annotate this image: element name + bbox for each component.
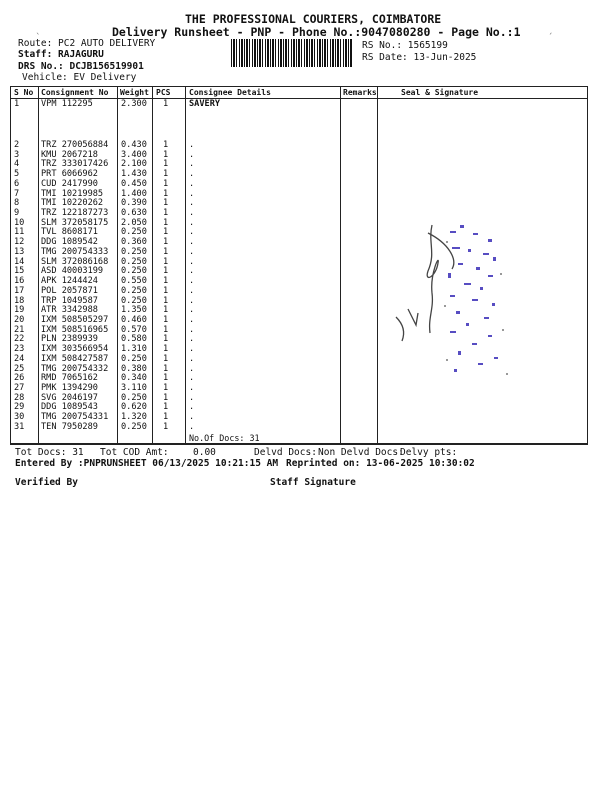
barcode-image bbox=[231, 39, 353, 67]
cell-details: . bbox=[189, 402, 195, 413]
total-cod-label: Tot COD Amt: bbox=[100, 447, 169, 458]
cell-cons: TMI 10220262 bbox=[41, 198, 104, 209]
cell-sno: 25 bbox=[14, 363, 25, 374]
cell-details: . bbox=[189, 295, 195, 306]
cell-details: . bbox=[189, 285, 195, 296]
cell-weight: 0.360 bbox=[121, 237, 147, 248]
cell-pcs: 1 bbox=[163, 208, 169, 219]
cell-pcs: 1 bbox=[163, 344, 169, 355]
cell-cons: VPM 112295 bbox=[41, 99, 93, 109]
cell-sno: 10 bbox=[14, 217, 25, 228]
cell-weight: 2.300 bbox=[121, 99, 147, 109]
cell-cons: POL 2057871 bbox=[41, 285, 98, 296]
cell-weight: 0.390 bbox=[121, 198, 147, 209]
cell-pcs: 1 bbox=[163, 295, 169, 306]
cell-pcs: 1 bbox=[163, 353, 169, 364]
delivered-docs: Delvd Docs: bbox=[254, 447, 317, 458]
cell-pcs: 1 bbox=[163, 334, 169, 345]
cell-details: . bbox=[189, 392, 195, 403]
rs-number: RS No.: 1565199 bbox=[362, 40, 448, 51]
cell-weight: 0.460 bbox=[121, 314, 147, 325]
cell-weight: 0.250 bbox=[121, 392, 147, 403]
cell-cons: KMU 2067218 bbox=[41, 149, 98, 160]
cell-weight: 2.050 bbox=[121, 217, 147, 228]
signature-and-stamp bbox=[388, 213, 518, 383]
cell-weight: 0.250 bbox=[121, 227, 147, 238]
cell-sno: 7 bbox=[14, 188, 20, 199]
cell-cons: IXM 508516965 bbox=[41, 324, 109, 335]
cell-cons: CUD 2417990 bbox=[41, 178, 98, 189]
cell-pcs: 1 bbox=[163, 140, 169, 150]
cell-pcs: 1 bbox=[163, 373, 169, 384]
cell-sno: 13 bbox=[14, 246, 25, 257]
cell-sno: 12 bbox=[14, 237, 25, 248]
cell-weight: 0.450 bbox=[121, 178, 147, 189]
delivery-points: Delvy pts: bbox=[400, 447, 458, 458]
cell-sno: 17 bbox=[14, 285, 25, 296]
cell-cons: TVL 8608171 bbox=[41, 227, 98, 238]
cell-pcs: 1 bbox=[163, 324, 169, 335]
cell-weight: 0.250 bbox=[121, 256, 147, 267]
verified-by: Verified By bbox=[15, 477, 78, 488]
cell-pcs: 1 bbox=[163, 266, 169, 277]
entered-by: Entered By :PNPRUNSHEET 06/13/2025 10:21:15 AM bbox=[15, 458, 279, 469]
cell-cons: TRZ 333017426 bbox=[41, 159, 109, 170]
cell-sno: 16 bbox=[14, 276, 25, 287]
cell-cons: TRZ 270056884 bbox=[41, 140, 109, 150]
cell-pcs: 1 bbox=[163, 256, 169, 267]
cell-pcs: 1 bbox=[163, 227, 169, 238]
cell-weight: 0.250 bbox=[121, 295, 147, 306]
cell-details: . bbox=[189, 149, 195, 160]
cell-sno: 30 bbox=[14, 412, 25, 423]
cell-cons: IXM 303566954 bbox=[41, 344, 109, 355]
col-weight: Weight bbox=[120, 88, 149, 97]
cell-details: . bbox=[189, 246, 195, 257]
cell-cons: TMG 200754331 bbox=[41, 412, 109, 423]
col-pcs: PCS bbox=[156, 88, 171, 97]
cell-pcs: 1 bbox=[163, 392, 169, 403]
cell-cons: SLM 372086168 bbox=[41, 256, 109, 267]
drs-number: DRS No.: DCJB156519901 bbox=[18, 61, 144, 72]
cell-sno: 21 bbox=[14, 324, 25, 335]
cell-details: . bbox=[189, 373, 195, 384]
doc-count: No.Of Docs: 31 bbox=[189, 433, 260, 443]
col-consignment: Consignment No bbox=[41, 88, 109, 97]
cell-weight: 1.430 bbox=[121, 169, 147, 180]
cell-cons: PRT 6066962 bbox=[41, 169, 98, 180]
cell-cons: RMD 7065162 bbox=[41, 373, 98, 384]
cell-weight: 0.570 bbox=[121, 324, 147, 335]
cell-pcs: 1 bbox=[163, 237, 169, 248]
cell-details: . bbox=[189, 159, 195, 170]
cell-sno: 6 bbox=[14, 178, 20, 189]
cell-pcs: 1 bbox=[163, 421, 169, 432]
cell-cons: PLN 2389939 bbox=[41, 334, 98, 345]
runsheet-title: Delivery Runsheet - PNP - Phone No.:9047080280 - Page No.:1 bbox=[112, 25, 521, 39]
cell-cons: DDG 1089543 bbox=[41, 402, 98, 413]
cell-weight: 0.250 bbox=[121, 353, 147, 364]
cell-weight: 0.430 bbox=[121, 140, 147, 150]
cell-pcs: 1 bbox=[163, 246, 169, 257]
route-label: Route: PC2 AUTO DELIVERY bbox=[18, 38, 156, 49]
cell-weight: 1.400 bbox=[121, 188, 147, 199]
cell-weight: 0.340 bbox=[121, 373, 147, 384]
cell-pcs: 1 bbox=[163, 383, 169, 393]
cell-details: . bbox=[189, 169, 195, 180]
cell-details: . bbox=[189, 334, 195, 345]
cell-pcs: 1 bbox=[163, 314, 169, 325]
cell-weight: 1.310 bbox=[121, 344, 147, 355]
cell-cons: ASD 40003199 bbox=[41, 266, 104, 277]
cell-sno: 4 bbox=[14, 159, 20, 170]
cell-details: . bbox=[189, 305, 195, 316]
cell-cons: SLM 372058175 bbox=[41, 217, 109, 228]
cell-sno: 11 bbox=[14, 227, 25, 238]
cell-weight: 0.250 bbox=[121, 246, 147, 257]
cell-sno: 31 bbox=[14, 421, 25, 432]
cell-weight: 0.250 bbox=[121, 421, 147, 432]
col-sno: S No bbox=[14, 88, 34, 97]
cell-sno: 8 bbox=[14, 198, 20, 209]
cell-cons: TMG 200754333 bbox=[41, 246, 109, 257]
cell-weight: 2.100 bbox=[121, 159, 147, 170]
cell-cons: IXM 508427587 bbox=[41, 353, 109, 364]
vehicle-label: Vehicle: EV Delivery bbox=[22, 72, 137, 83]
cell-details: . bbox=[189, 198, 195, 209]
col-remarks: Remarks bbox=[343, 88, 377, 97]
cell-weight: 0.250 bbox=[121, 285, 147, 296]
cell-sno: 15 bbox=[14, 266, 25, 277]
cell-details: . bbox=[189, 314, 195, 325]
cell-sno: 24 bbox=[14, 353, 25, 364]
cell-details: . bbox=[189, 276, 195, 287]
cell-weight: 0.620 bbox=[121, 402, 147, 413]
cell-pcs: 1 bbox=[163, 402, 169, 413]
cell-details: . bbox=[189, 421, 195, 432]
cell-details: . bbox=[189, 237, 195, 248]
cell-details: . bbox=[189, 256, 195, 267]
cell-pcs: 1 bbox=[163, 178, 169, 189]
cell-sno: 3 bbox=[14, 149, 20, 160]
cell-pcs: 1 bbox=[163, 217, 169, 228]
cell-details: SAVERY bbox=[189, 99, 221, 109]
cell-sno: 14 bbox=[14, 256, 25, 267]
cell-pcs: 1 bbox=[163, 99, 169, 109]
cell-details: . bbox=[189, 140, 195, 150]
cell-cons: TRZ 122187273 bbox=[41, 208, 109, 219]
cell-sno: 1 bbox=[14, 99, 20, 109]
cell-details: . bbox=[189, 353, 195, 364]
cell-details: . bbox=[189, 188, 195, 199]
cell-cons: IXM 508505297 bbox=[41, 314, 109, 325]
cell-weight: 3.400 bbox=[121, 149, 147, 160]
cell-cons: APK 1244424 bbox=[41, 276, 98, 287]
cell-cons: ATR 3342988 bbox=[41, 305, 98, 316]
cell-details: . bbox=[189, 344, 195, 355]
reprinted-on: Reprinted on: 13-06-2025 10:30:02 bbox=[286, 458, 475, 469]
cell-pcs: 1 bbox=[163, 285, 169, 296]
col-details: Consignee Details bbox=[189, 88, 271, 97]
cell-sno: 27 bbox=[14, 383, 25, 393]
cell-details: . bbox=[189, 324, 195, 335]
corner-mark: ˏ bbox=[548, 25, 554, 35]
cell-weight: 0.250 bbox=[121, 266, 147, 277]
cell-pcs: 1 bbox=[163, 188, 169, 199]
cell-cons: PMK 1394290 bbox=[41, 383, 98, 393]
cell-pcs: 1 bbox=[163, 198, 169, 209]
cell-sno: 26 bbox=[14, 373, 25, 384]
cell-sno: 28 bbox=[14, 392, 25, 403]
cell-weight: 0.380 bbox=[121, 363, 147, 374]
cell-weight: 1.320 bbox=[121, 412, 147, 423]
table-row bbox=[11, 422, 587, 433]
cell-weight: 3.110 bbox=[121, 383, 147, 393]
cell-weight: 0.550 bbox=[121, 276, 147, 287]
cell-sno: 22 bbox=[14, 334, 25, 345]
table-row bbox=[11, 99, 587, 110]
staff-label: Staff: RAJAGURU bbox=[18, 49, 104, 60]
cell-cons: TMG 200754332 bbox=[41, 363, 109, 374]
cell-sno: 29 bbox=[14, 402, 25, 413]
cell-details: . bbox=[189, 363, 195, 374]
cell-weight: 0.580 bbox=[121, 334, 147, 345]
col-seal: Seal & Signature bbox=[401, 88, 479, 97]
cell-sno: 9 bbox=[14, 208, 20, 219]
cell-sno: 20 bbox=[14, 314, 25, 325]
total-cod-value: 0.00 bbox=[193, 447, 216, 458]
cell-cons: TEN 7950289 bbox=[41, 421, 98, 432]
cell-pcs: 1 bbox=[163, 169, 169, 180]
cell-pcs: 1 bbox=[163, 149, 169, 160]
cell-pcs: 1 bbox=[163, 276, 169, 287]
total-docs: Tot Docs: 31 bbox=[15, 447, 84, 458]
cell-pcs: 1 bbox=[163, 159, 169, 170]
cell-cons: DDG 1089542 bbox=[41, 237, 98, 248]
cell-cons: TMI 10219985 bbox=[41, 188, 104, 199]
cell-details: . bbox=[189, 208, 195, 219]
company-title: THE PROFESSIONAL COURIERS, COIMBATORE bbox=[185, 12, 442, 26]
cell-cons: SVG 2046197 bbox=[41, 392, 98, 403]
corner-mark: ˎ bbox=[35, 25, 41, 35]
cell-sno: 5 bbox=[14, 169, 20, 180]
cell-pcs: 1 bbox=[163, 363, 169, 374]
cell-pcs: 1 bbox=[163, 305, 169, 316]
non-delivered-docs: Non Delvd Docs: bbox=[318, 447, 404, 458]
cell-details: . bbox=[189, 412, 195, 423]
cell-details: . bbox=[189, 217, 195, 228]
cell-sno: 18 bbox=[14, 295, 25, 306]
cell-details: . bbox=[189, 383, 195, 393]
cell-pcs: 1 bbox=[163, 412, 169, 423]
staff-signature: Staff Signature bbox=[270, 477, 356, 488]
rs-date: RS Date: 13-Jun-2025 bbox=[362, 52, 477, 63]
cell-weight: 1.350 bbox=[121, 305, 147, 316]
cell-cons: TRP 1049587 bbox=[41, 295, 98, 306]
cell-sno: 2 bbox=[14, 140, 20, 150]
cell-details: . bbox=[189, 178, 195, 189]
cell-details: . bbox=[189, 227, 195, 238]
cell-weight: 0.630 bbox=[121, 208, 147, 219]
cell-sno: 19 bbox=[14, 305, 25, 316]
cell-sno: 23 bbox=[14, 344, 25, 355]
cell-details: . bbox=[189, 266, 195, 277]
